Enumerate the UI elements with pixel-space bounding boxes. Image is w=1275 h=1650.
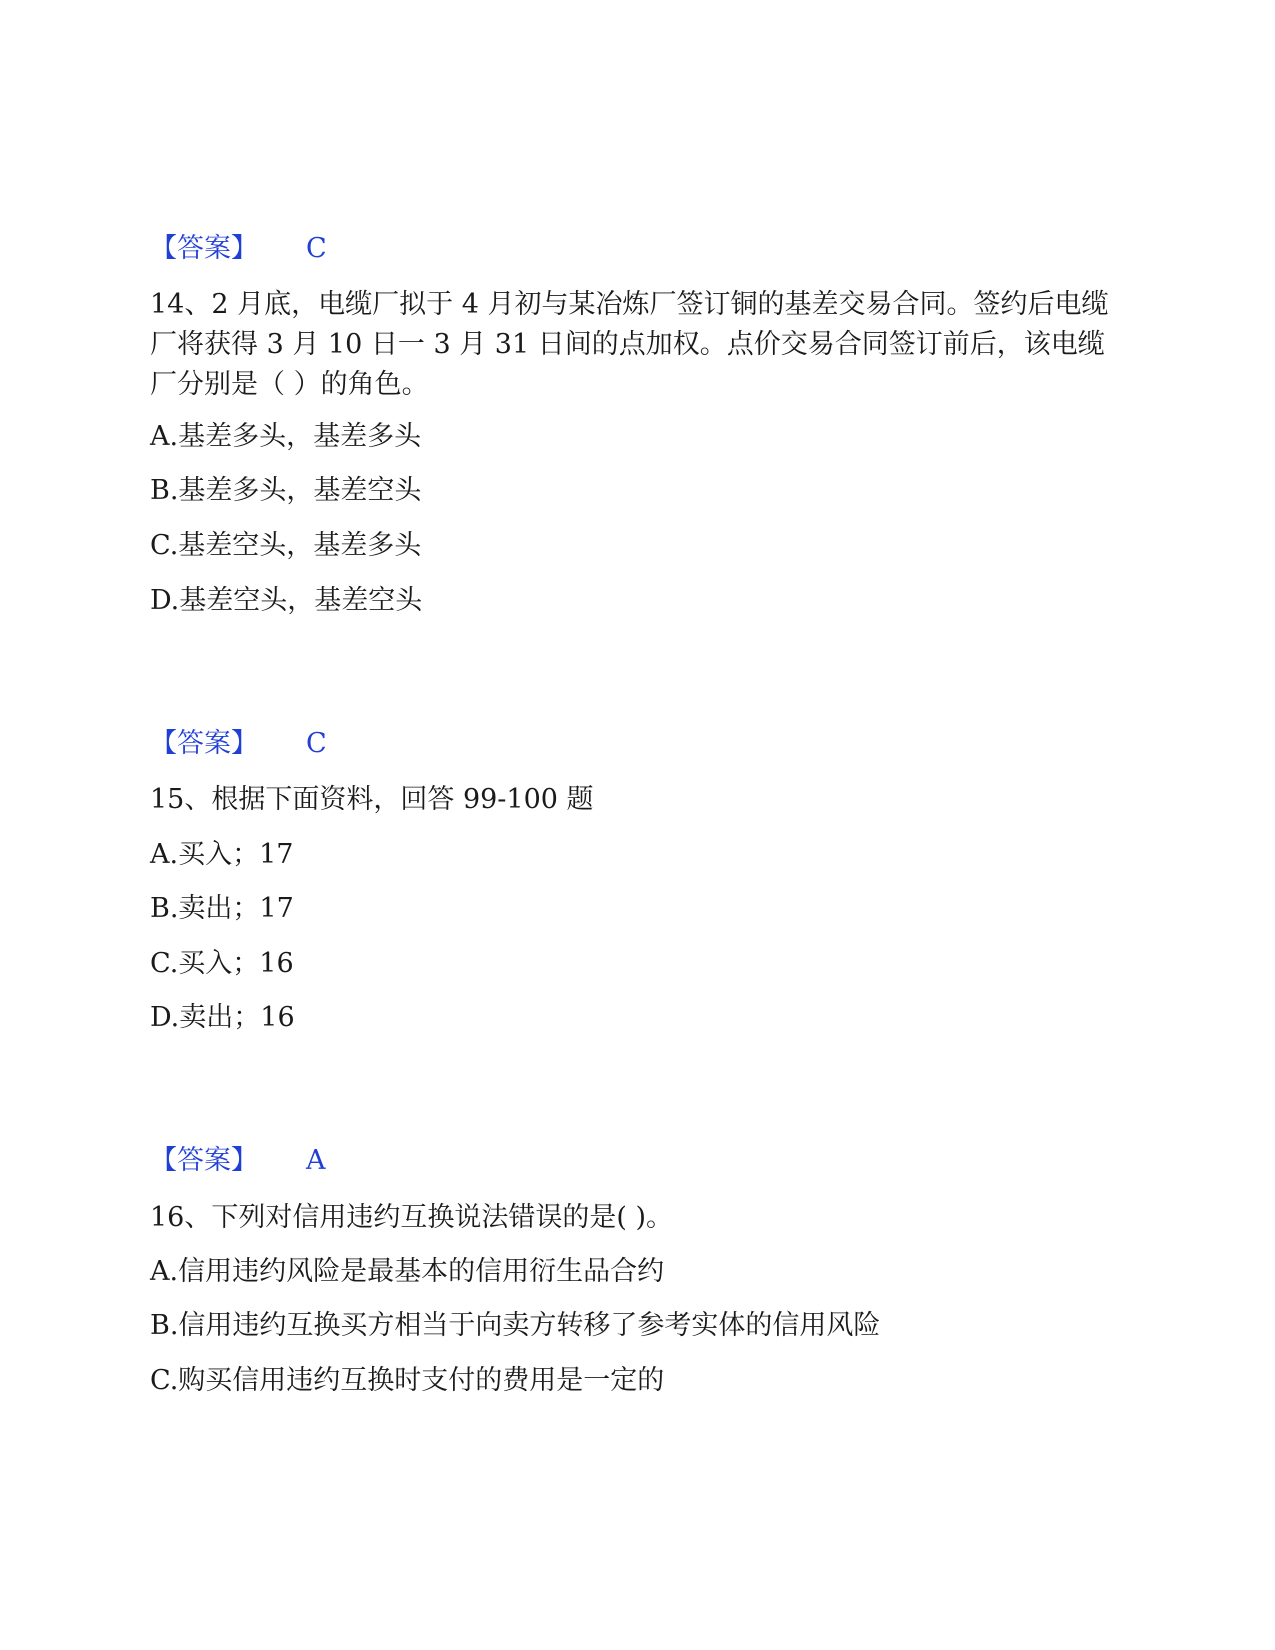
answer-value: A bbox=[306, 1145, 326, 1176]
question-14-option-b: B.基差多头，基差空头 bbox=[150, 475, 422, 506]
question-15-option-b: B.卖出；17 bbox=[150, 893, 294, 924]
answer-label: 【答案】 bbox=[150, 233, 258, 264]
answer-line bbox=[150, 1144, 326, 1178]
answer-value: C bbox=[306, 233, 327, 264]
question-15-option-c: C.买入；16 bbox=[150, 948, 294, 979]
answer-label: 【答案】 bbox=[150, 728, 258, 759]
question-15-option-a: A.买入；17 bbox=[150, 839, 294, 870]
question-14-option-d: D.基差空头，基差空头 bbox=[150, 585, 423, 616]
answer-label: 【答案】 bbox=[150, 1145, 258, 1176]
question-14-option-c: C.基差空头，基差多头 bbox=[150, 530, 422, 561]
question-16-option-c: C.购买信用违约互换时支付的费用是一定的 bbox=[150, 1365, 665, 1396]
question-15-option-d: D.卖出；16 bbox=[150, 1002, 295, 1033]
question-15-text: 15、根据下面资料，回答 99-100 题 bbox=[150, 784, 594, 815]
answer-value: C bbox=[306, 728, 327, 759]
question-16-option-a: A.信用违约风险是最基本的信用衍生品合约 bbox=[150, 1256, 665, 1287]
question-14-option-a: A.基差多头，基差多头 bbox=[150, 421, 422, 452]
question-16-text: 16、下列对信用违约互换说法错误的是( )。 bbox=[150, 1202, 674, 1233]
answer-line bbox=[150, 232, 327, 266]
answer-line bbox=[150, 727, 327, 761]
question-16-option-b: B.信用违约互换买方相当于向卖方转移了参考实体的信用风险 bbox=[150, 1310, 881, 1341]
question-14-text: 14、2 月底，电缆厂拟于 4 月初与某冶炼厂签订铜的基差交易合同。签约后电缆厂将获得 3 月 10 日一 3 月 31 日间的点加权。点价交易合同签订前后，该电缆厂分别是（ ）的角色。 bbox=[150, 289, 1109, 400]
